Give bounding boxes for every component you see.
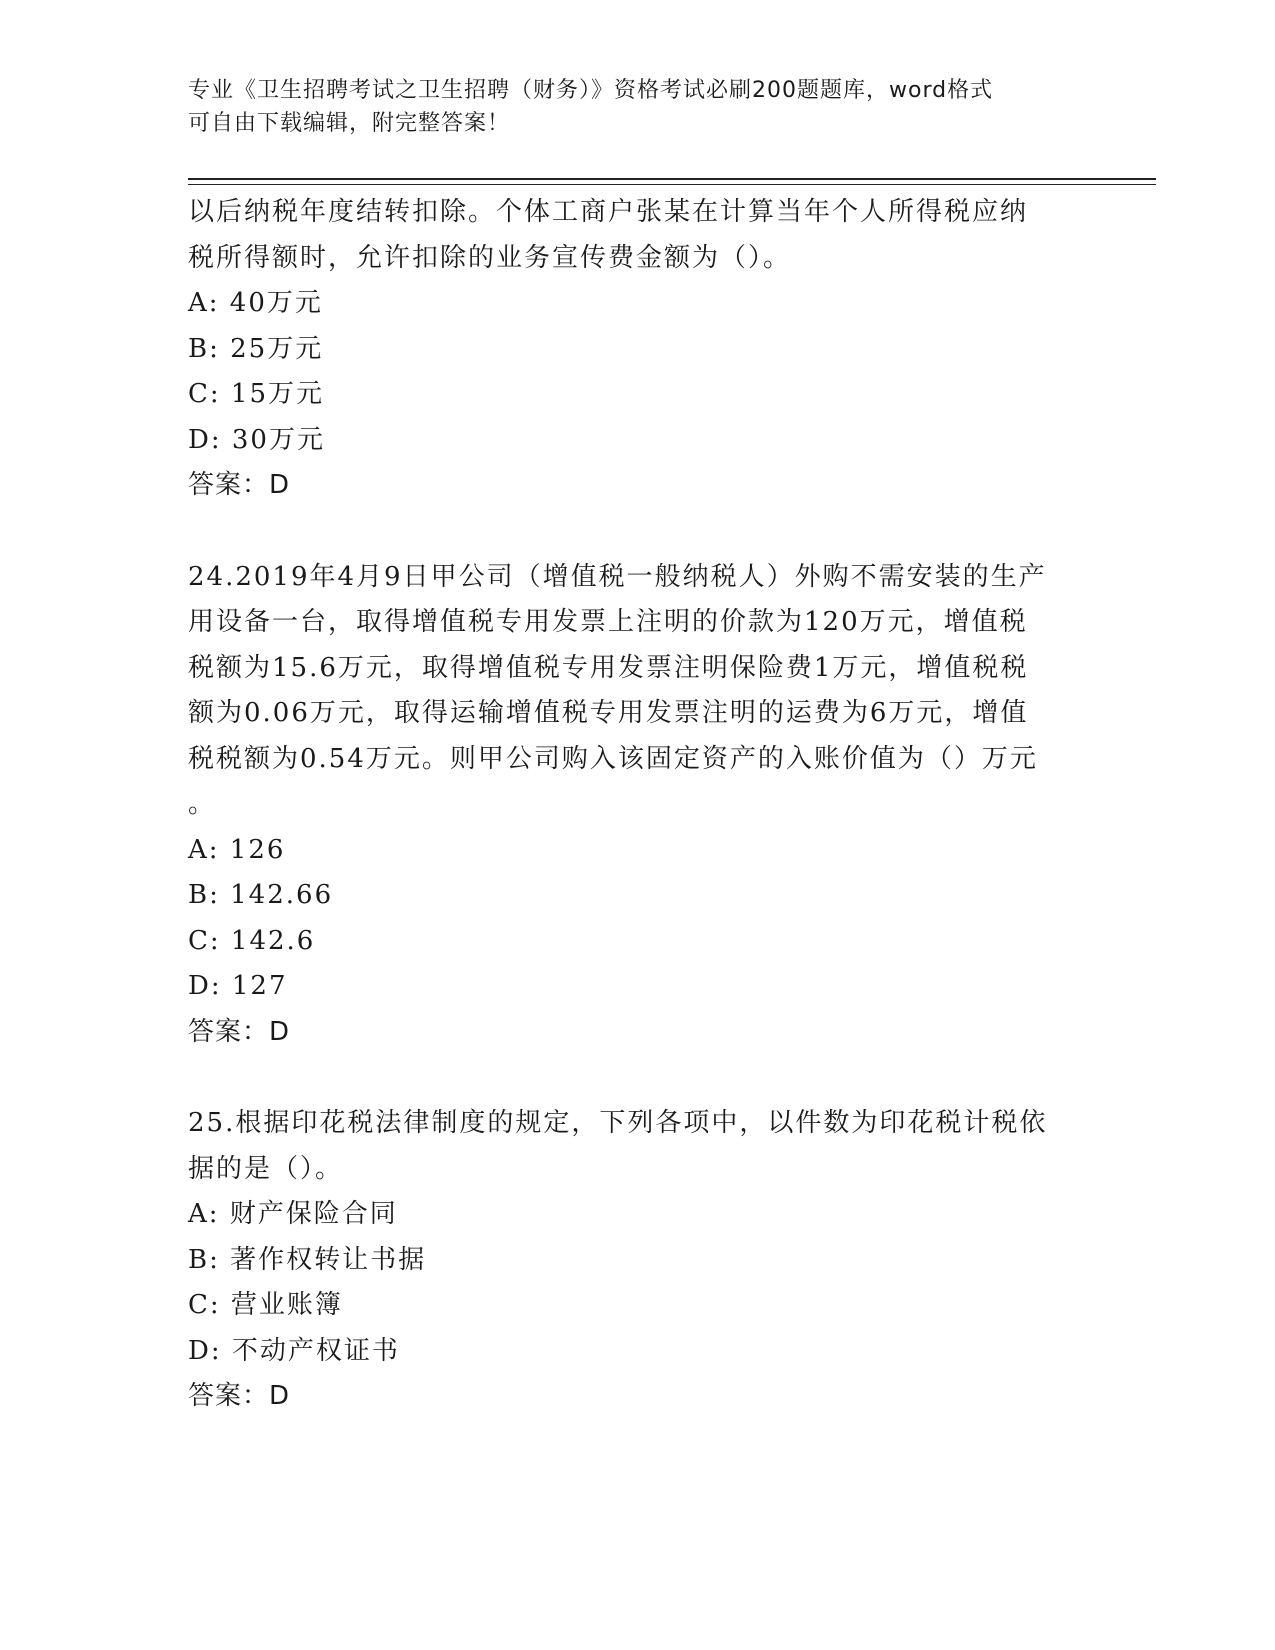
question-list	[188, 190, 1088, 1420]
answer: 答案：D	[188, 1016, 291, 1047]
option-b: B: 著作权转让书据	[188, 1244, 427, 1275]
document-header	[188, 74, 1088, 140]
question-23	[188, 190, 1088, 509]
option-a: A: 126	[188, 834, 286, 865]
option-b: B: 25万元	[188, 333, 324, 364]
header-divider-thin	[188, 184, 1156, 185]
spacer	[188, 509, 1088, 555]
question-25	[188, 1101, 1088, 1420]
option-d: D: 127	[188, 971, 288, 1001]
question-text-line: 用设备一台，取得增值税专用发票上注明的价款为120万元，增值税	[188, 607, 1028, 637]
question-text-line: 。	[188, 789, 217, 819]
option-c: C: 营业账簿	[188, 1290, 343, 1320]
question-text-line: 据的是（）。	[188, 1153, 344, 1184]
header-divider-thick	[188, 178, 1156, 180]
option-b: B: 142.66	[188, 880, 334, 910]
option-a: A: 财产保险合同	[188, 1199, 398, 1229]
option-d: D: 不动产权证书	[188, 1335, 400, 1366]
answer: 答案：D	[188, 470, 291, 500]
question-24	[188, 555, 1088, 1056]
question-text-line: 税额为15.6万元，取得增值税专用发票注明保险费1万元，增值税税	[188, 652, 1029, 683]
question-text-line: 额为0.06万元，取得运输增值税专用发票注明的运费为6万元，增值	[188, 698, 1029, 728]
answer: 答案：D	[188, 1381, 291, 1411]
option-c: C: 142.6	[188, 925, 316, 956]
option-a: A: 40万元	[188, 288, 323, 318]
option-d: D: 30万元	[188, 424, 325, 455]
header-line-1: 专业《卫生招聘考试之卫生招聘（财务）》资格考试必刷200题题库，word格式	[188, 78, 994, 103]
question-text-line: 税所得额时，允许扣除的业务宣传费金额为（）。	[188, 242, 792, 273]
option-c: C: 15万元	[188, 379, 325, 409]
question-text-line: 以后纳税年度结转扣除。个体工商户张某在计算当年个人所得税应纳	[188, 197, 1029, 227]
question-text-line: 24.2019年4月9日甲公司（增值税一般纳税人）外购不需安装的生产	[188, 561, 1047, 592]
header-line-2: 可自由下载编辑，附完整答案！	[188, 111, 511, 136]
question-text-line: 税税额为0.54万元。则甲公司购入该固定资产的入账价值为（）万元	[188, 743, 1038, 774]
spacer	[188, 1055, 1088, 1101]
question-text-line: 25.根据印花税法律制度的规定，下列各项中，以件数为印花税计税依	[188, 1108, 1048, 1138]
